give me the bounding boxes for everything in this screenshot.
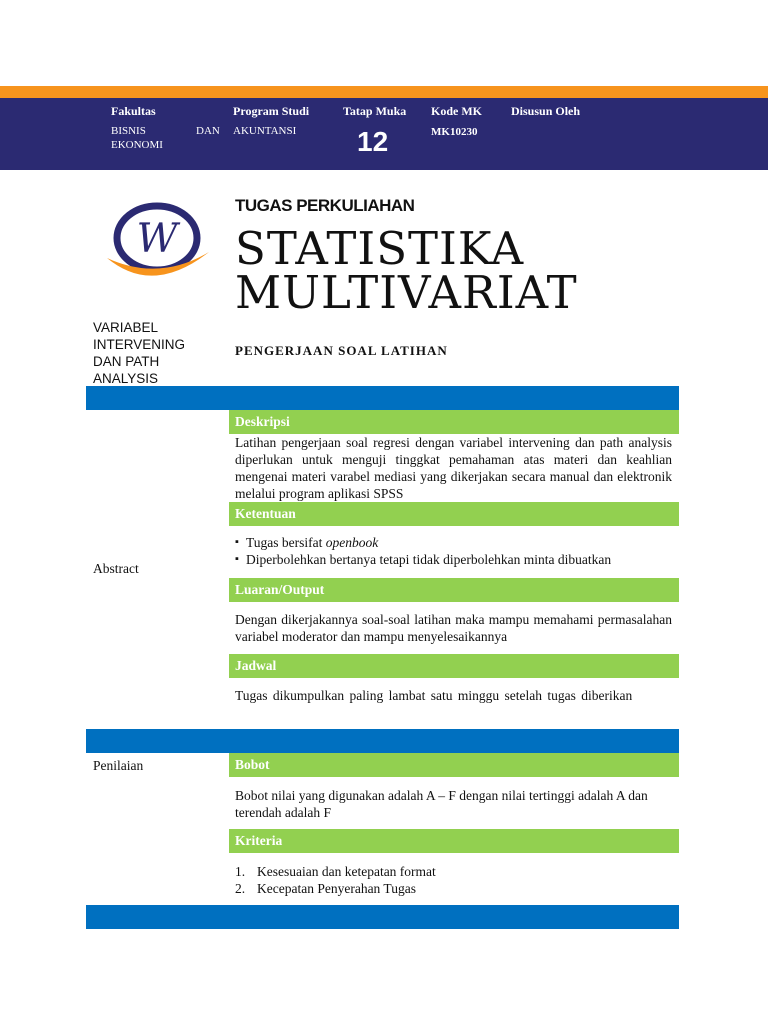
- section-divider-bar: [86, 729, 679, 753]
- luaran-text: Dengan dikerjakannya soal-soal latihan maka mampu memahami permasalahan variabel moderator dan mampu menyelesaikannya: [235, 612, 672, 644]
- prodi-label: Program Studi: [233, 104, 310, 118]
- list-item-text: Kecepatan Penyerahan Tugas: [257, 881, 416, 896]
- fakultas-value-2: EKONOMI: [111, 139, 163, 151]
- bobot-heading: Bobot: [229, 753, 679, 777]
- prodi-value: AKUNTANSI: [233, 125, 297, 137]
- topic-line: VARIABEL: [93, 320, 159, 335]
- disusun-oleh-label: Disusun Oleh: [511, 104, 581, 118]
- fakultas-value-dan: DAN: [196, 125, 220, 137]
- logo-icon: [103, 196, 211, 292]
- topic-label: [93, 319, 223, 387]
- list-number: 1.: [235, 864, 246, 879]
- penilaian-label: Penilaian: [93, 758, 144, 773]
- section-divider-bar: [86, 386, 679, 410]
- topic-line: ANALYSIS: [93, 371, 159, 386]
- deskripsi-text: Latihan pengerjaan soal regresi dengan variabel intervening dan path analysis diperlukan untuk menguji tinggkat pemahaman atas materi dan keahlian mengenai materi varabel mediasi yang dikerjakan secara manual dan elektronik melalui program aplikasi SPSS: [235, 435, 672, 501]
- jadwal-heading: Jadwal: [229, 654, 679, 678]
- subtitle: PENGERJAAN SOAL LATIHAN: [235, 343, 448, 358]
- tatap-muka-label: Tatap Muka: [343, 104, 407, 118]
- kriteria-heading: Kriteria: [229, 829, 679, 853]
- list-item: [235, 534, 672, 551]
- header-band: [0, 98, 768, 170]
- kriteria-list: [235, 863, 672, 897]
- header-orange-stripe: [0, 86, 768, 98]
- list-item: [235, 863, 672, 880]
- topic-line: INTERVENING: [93, 337, 186, 352]
- fakultas-label: Fakultas: [111, 104, 156, 118]
- jadwal-text: Tugas dikumpulkan paling lambat satu minggu setelah tugas diberikan: [235, 688, 633, 703]
- course-title-line-2: MULTIVARIAT: [235, 266, 578, 319]
- luaran-heading: Luaran/Output: [229, 578, 679, 602]
- abstract-label: Abstract: [93, 561, 139, 576]
- bobot-text: Bobot nilai yang digunakan adalah A – F dengan nilai tertinggi adalah A dan terendah adalah F: [235, 788, 648, 820]
- kode-mk-label: Kode MK: [431, 104, 482, 118]
- ketentuan-item-italic: openbook: [325, 535, 379, 550]
- tugas-perkuliahan-label: TUGAS PERKULIAHAN: [235, 196, 415, 215]
- logo-letter: W: [136, 216, 178, 262]
- ketentuan-list: [235, 534, 672, 568]
- fakultas-value-1: BISNIS: [111, 125, 146, 137]
- deskripsi-heading: Deskripsi: [229, 410, 679, 434]
- ketentuan-item-text: Tugas bersifat: [246, 535, 326, 550]
- list-number: 2.: [235, 881, 246, 896]
- tatap-muka-value: 12: [357, 126, 389, 157]
- topic-line: DAN PATH: [93, 354, 160, 369]
- ketentuan-heading: Ketentuan: [229, 502, 679, 526]
- list-item: ▪ Diperbolehkan bertanya tetapi tidak diperbolehkan minta dibuatkan: [235, 551, 672, 568]
- kode-mk-value: MK10230: [431, 126, 478, 138]
- section-divider-bar: [86, 905, 679, 929]
- list-item: [235, 880, 672, 897]
- course-title-line-1: STATISTIKA: [235, 222, 525, 275]
- university-logo: [103, 196, 211, 292]
- list-item-text: Kesesuaian dan ketepatan format: [257, 864, 436, 879]
